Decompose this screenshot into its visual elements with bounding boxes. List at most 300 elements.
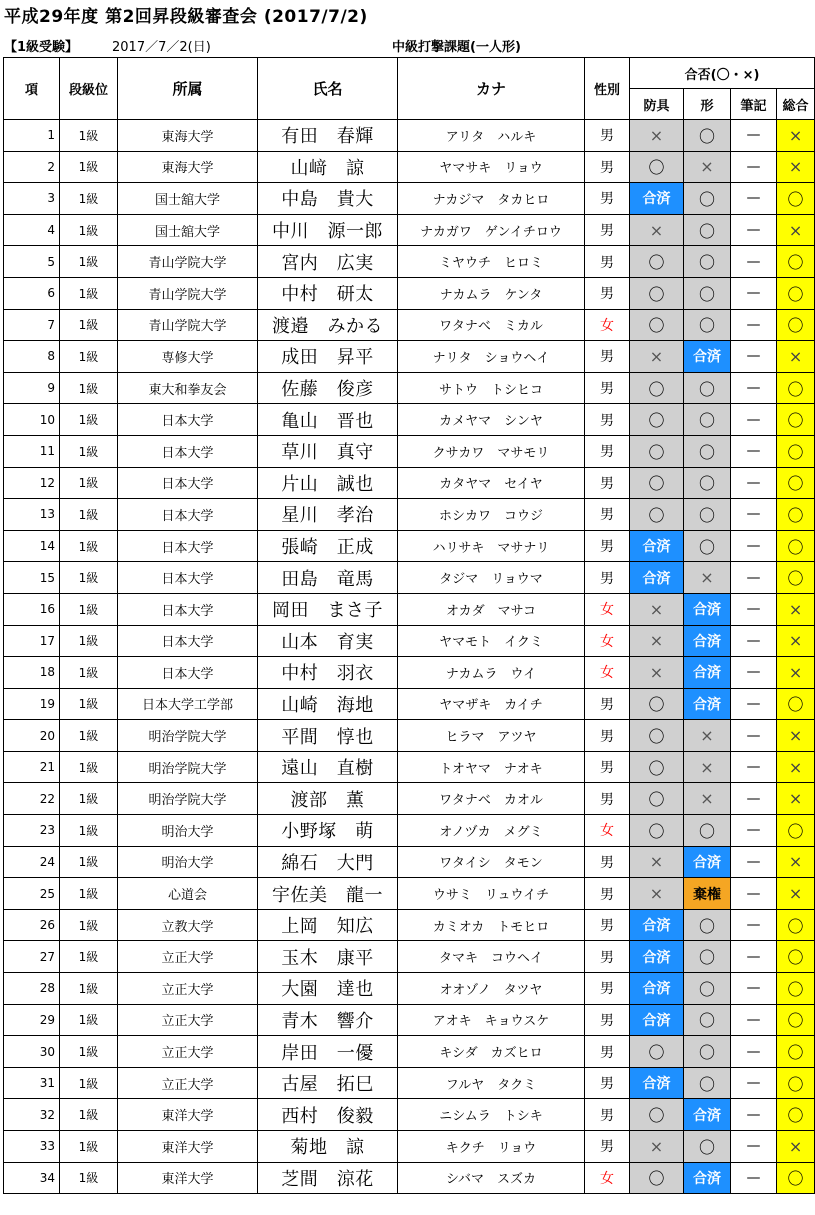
- row-no: 34: [4, 1162, 60, 1194]
- table-row: [4, 277, 815, 309]
- row-kana: ニシムラ トシキ: [398, 1099, 585, 1131]
- row-name: 中村 羽衣: [258, 657, 398, 689]
- row-written: —: [731, 120, 777, 152]
- row-written: —: [731, 625, 777, 657]
- row-level: 1級: [60, 562, 118, 594]
- table-row: [4, 878, 815, 910]
- row-written: —: [731, 973, 777, 1005]
- row-kana: ナカジマ タカヒロ: [398, 183, 585, 215]
- row-sex: 男: [585, 120, 630, 152]
- row-no: 8: [4, 341, 60, 373]
- row-kata: 〇: [684, 499, 731, 531]
- row-kata: 〇: [684, 404, 731, 436]
- col-sex: 性別: [585, 58, 630, 120]
- row-sex: 男: [585, 277, 630, 309]
- row-kata: 合済: [684, 1099, 731, 1131]
- row-written: —: [731, 1099, 777, 1131]
- row-name: 中村 研太: [258, 277, 398, 309]
- row-affiliation: 立教大学: [118, 909, 258, 941]
- col-bougu: 防具: [630, 89, 684, 120]
- row-kata: 合済: [684, 688, 731, 720]
- row-kata: 〇: [684, 1036, 731, 1068]
- table-row: [4, 151, 815, 183]
- row-bougu: 合済: [630, 183, 684, 215]
- table-row: [4, 751, 815, 783]
- row-name: 大園 達也: [258, 973, 398, 1005]
- row-affiliation: 日本大学: [118, 499, 258, 531]
- table-row: [4, 435, 815, 467]
- row-affiliation: 東洋大学: [118, 1099, 258, 1131]
- row-total: 〇: [777, 183, 815, 215]
- row-affiliation: 日本大学: [118, 657, 258, 689]
- row-name: 山崎 海地: [258, 688, 398, 720]
- row-kata: ×: [684, 720, 731, 752]
- row-kata: 〇: [684, 214, 731, 246]
- row-level: 1級: [60, 783, 118, 815]
- row-level: 1級: [60, 1067, 118, 1099]
- row-written: —: [731, 815, 777, 847]
- row-total: ×: [777, 341, 815, 373]
- row-name: 渡部 薫: [258, 783, 398, 815]
- row-sex: 男: [585, 435, 630, 467]
- row-kana: ミヤウチ ヒロミ: [398, 246, 585, 278]
- table-row: [4, 783, 815, 815]
- row-written: —: [731, 941, 777, 973]
- table-row: [4, 309, 815, 341]
- row-no: 10: [4, 404, 60, 436]
- row-bougu: 〇: [630, 1162, 684, 1194]
- row-bougu: 〇: [630, 404, 684, 436]
- row-kata: ×: [684, 783, 731, 815]
- row-affiliation: 明治学院大学: [118, 751, 258, 783]
- table-row: [4, 467, 815, 499]
- table-row: [4, 1067, 815, 1099]
- row-kata: 〇: [684, 973, 731, 1005]
- row-kana: シバマ スズカ: [398, 1162, 585, 1194]
- row-bougu: 〇: [630, 435, 684, 467]
- table-row: [4, 909, 815, 941]
- row-affiliation: 青山学院大学: [118, 309, 258, 341]
- row-kata: 〇: [684, 467, 731, 499]
- row-kata: 棄権: [684, 878, 731, 910]
- row-level: 1級: [60, 277, 118, 309]
- table-row: [4, 183, 815, 215]
- row-sex: 男: [585, 214, 630, 246]
- row-kana: タジマ リョウマ: [398, 562, 585, 594]
- row-no: 13: [4, 499, 60, 531]
- row-affiliation: 立正大学: [118, 973, 258, 1005]
- row-written: —: [731, 783, 777, 815]
- row-affiliation: 東大和拳友会: [118, 372, 258, 404]
- row-sex: 男: [585, 1036, 630, 1068]
- table-row: [4, 625, 815, 657]
- row-no: 5: [4, 246, 60, 278]
- row-kata: 合済: [684, 625, 731, 657]
- row-level: 1級: [60, 973, 118, 1005]
- row-total: 〇: [777, 1162, 815, 1194]
- row-kata: 〇: [684, 941, 731, 973]
- row-bougu: 〇: [630, 151, 684, 183]
- row-kana: キクチ リョウ: [398, 1131, 585, 1163]
- row-kata: 〇: [684, 183, 731, 215]
- row-no: 16: [4, 593, 60, 625]
- row-bougu: 〇: [630, 309, 684, 341]
- row-name: 綿石 大門: [258, 846, 398, 878]
- row-written: —: [731, 277, 777, 309]
- row-no: 14: [4, 530, 60, 562]
- row-no: 32: [4, 1099, 60, 1131]
- row-kata: ×: [684, 751, 731, 783]
- row-written: —: [731, 372, 777, 404]
- row-name: 古屋 拓巳: [258, 1067, 398, 1099]
- row-name: 芝間 涼花: [258, 1162, 398, 1194]
- row-level: 1級: [60, 1004, 118, 1036]
- row-bougu: ×: [630, 878, 684, 910]
- row-no: 4: [4, 214, 60, 246]
- row-sex: 女: [585, 625, 630, 657]
- row-bougu: 〇: [630, 467, 684, 499]
- row-total: 〇: [777, 1036, 815, 1068]
- row-kana: オカダ マサコ: [398, 593, 585, 625]
- row-level: 1級: [60, 372, 118, 404]
- row-name: 山本 育実: [258, 625, 398, 657]
- col-affiliation: 所属: [118, 58, 258, 120]
- row-level: 1級: [60, 246, 118, 278]
- row-level: 1級: [60, 341, 118, 373]
- row-sex: 男: [585, 1099, 630, 1131]
- table-row: [4, 246, 815, 278]
- row-name: 片山 誠也: [258, 467, 398, 499]
- row-level: 1級: [60, 499, 118, 531]
- row-total: ×: [777, 151, 815, 183]
- table-row: [4, 1036, 815, 1068]
- row-kata: 合済: [684, 1162, 731, 1194]
- row-written: —: [731, 435, 777, 467]
- row-bougu: 合済: [630, 1004, 684, 1036]
- row-no: 33: [4, 1131, 60, 1163]
- row-total: ×: [777, 846, 815, 878]
- row-written: —: [731, 309, 777, 341]
- col-result-group: 合否(〇・×): [630, 58, 815, 89]
- row-kata: 〇: [684, 277, 731, 309]
- row-bougu: 〇: [630, 246, 684, 278]
- row-affiliation: 立正大学: [118, 1004, 258, 1036]
- row-affiliation: 日本大学: [118, 593, 258, 625]
- row-bougu: 合済: [630, 530, 684, 562]
- row-affiliation: 明治学院大学: [118, 720, 258, 752]
- row-affiliation: 日本大学: [118, 435, 258, 467]
- row-total: 〇: [777, 309, 815, 341]
- row-name: 岡田 まさ子: [258, 593, 398, 625]
- row-kata: 〇: [684, 815, 731, 847]
- row-total: ×: [777, 625, 815, 657]
- table-row: [4, 1004, 815, 1036]
- row-bougu: 〇: [630, 1099, 684, 1131]
- row-level: 1級: [60, 720, 118, 752]
- row-written: —: [731, 878, 777, 910]
- row-name: 宮内 広実: [258, 246, 398, 278]
- row-kata: 〇: [684, 120, 731, 152]
- col-written: 筆記: [731, 89, 777, 120]
- row-total: ×: [777, 120, 815, 152]
- row-total: ×: [777, 878, 815, 910]
- row-written: —: [731, 593, 777, 625]
- table-row: [4, 720, 815, 752]
- row-kana: ヤマザキ カイチ: [398, 688, 585, 720]
- row-written: —: [731, 720, 777, 752]
- row-bougu: ×: [630, 846, 684, 878]
- row-total: ×: [777, 214, 815, 246]
- row-level: 1級: [60, 846, 118, 878]
- row-sex: 男: [585, 1004, 630, 1036]
- row-kana: ワタナベ ミカル: [398, 309, 585, 341]
- row-affiliation: 日本大学: [118, 467, 258, 499]
- row-written: —: [731, 151, 777, 183]
- row-name: 宇佐美 龍一: [258, 878, 398, 910]
- row-kata: 〇: [684, 909, 731, 941]
- row-affiliation: 東海大学: [118, 120, 258, 152]
- row-bougu: ×: [630, 341, 684, 373]
- row-kata: 〇: [684, 435, 731, 467]
- row-total: 〇: [777, 941, 815, 973]
- row-kana: カタヤマ セイヤ: [398, 467, 585, 499]
- exam-label: 【1級受験】: [4, 40, 79, 55]
- row-bougu: 合済: [630, 941, 684, 973]
- row-sex: 男: [585, 973, 630, 1005]
- row-bougu: ×: [630, 593, 684, 625]
- row-affiliation: 東洋大学: [118, 1162, 258, 1194]
- table-row: [4, 214, 815, 246]
- row-sex: 男: [585, 404, 630, 436]
- row-level: 1級: [60, 467, 118, 499]
- row-kana: オオゾノ タツヤ: [398, 973, 585, 1005]
- row-kana: トオヤマ ナオキ: [398, 751, 585, 783]
- table-row: [4, 1162, 815, 1194]
- row-kana: キシダ カズヒロ: [398, 1036, 585, 1068]
- row-kana: アオキ キョウスケ: [398, 1004, 585, 1036]
- row-total: 〇: [777, 246, 815, 278]
- row-no: 29: [4, 1004, 60, 1036]
- row-kana: ヒラマ アツヤ: [398, 720, 585, 752]
- row-no: 31: [4, 1067, 60, 1099]
- row-affiliation: 青山学院大学: [118, 277, 258, 309]
- row-level: 1級: [60, 751, 118, 783]
- row-total: ×: [777, 593, 815, 625]
- row-sex: 女: [585, 1162, 630, 1194]
- row-sex: 男: [585, 530, 630, 562]
- row-level: 1級: [60, 183, 118, 215]
- row-bougu: 〇: [630, 783, 684, 815]
- row-kata: 〇: [684, 1131, 731, 1163]
- row-sex: 男: [585, 783, 630, 815]
- row-kana: クサカワ マサモリ: [398, 435, 585, 467]
- row-written: —: [731, 467, 777, 499]
- results-table: [3, 57, 815, 1194]
- row-sex: 男: [585, 720, 630, 752]
- row-name: 亀山 晋也: [258, 404, 398, 436]
- col-no: 項: [4, 58, 60, 120]
- row-no: 6: [4, 277, 60, 309]
- row-kata: 合済: [684, 341, 731, 373]
- row-kana: フルヤ タクミ: [398, 1067, 585, 1099]
- row-affiliation: 東洋大学: [118, 1131, 258, 1163]
- table-row: [4, 372, 815, 404]
- row-kata: ×: [684, 562, 731, 594]
- row-total: 〇: [777, 435, 815, 467]
- row-no: 3: [4, 183, 60, 215]
- row-level: 1級: [60, 1099, 118, 1131]
- row-no: 1: [4, 120, 60, 152]
- row-kana: アリタ ハルキ: [398, 120, 585, 152]
- row-sex: 男: [585, 751, 630, 783]
- row-written: —: [731, 1036, 777, 1068]
- row-no: 15: [4, 562, 60, 594]
- row-name: 佐藤 俊彦: [258, 372, 398, 404]
- row-kata: 合済: [684, 657, 731, 689]
- row-kana: ナカガワ ゲンイチロウ: [398, 214, 585, 246]
- row-no: 12: [4, 467, 60, 499]
- row-written: —: [731, 657, 777, 689]
- row-written: —: [731, 530, 777, 562]
- row-kana: カミオカ トモヒロ: [398, 909, 585, 941]
- row-affiliation: 心道会: [118, 878, 258, 910]
- row-total: 〇: [777, 1067, 815, 1099]
- row-level: 1級: [60, 1162, 118, 1194]
- row-written: —: [731, 1004, 777, 1036]
- row-written: —: [731, 183, 777, 215]
- row-total: ×: [777, 1131, 815, 1163]
- row-bougu: 合済: [630, 909, 684, 941]
- row-written: —: [731, 1162, 777, 1194]
- row-level: 1級: [60, 909, 118, 941]
- page-title: 平成29年度 第2回昇段級審査会 (2017/7/2): [4, 7, 368, 27]
- row-affiliation: 東海大学: [118, 151, 258, 183]
- row-kata: 〇: [684, 1067, 731, 1099]
- row-level: 1級: [60, 309, 118, 341]
- row-kana: ワタイシ タモン: [398, 846, 585, 878]
- table-row: [4, 688, 815, 720]
- row-affiliation: 青山学院大学: [118, 246, 258, 278]
- row-sex: 男: [585, 246, 630, 278]
- row-name: 中島 貴大: [258, 183, 398, 215]
- row-affiliation: 明治学院大学: [118, 783, 258, 815]
- row-total: 〇: [777, 277, 815, 309]
- row-affiliation: 日本大学: [118, 625, 258, 657]
- row-sex: 男: [585, 941, 630, 973]
- row-name: 山﨑 諒: [258, 151, 398, 183]
- row-kana: ウサミ リュウイチ: [398, 878, 585, 910]
- row-no: 21: [4, 751, 60, 783]
- row-name: 青木 響介: [258, 1004, 398, 1036]
- row-kana: ヤマサキ リョウ: [398, 151, 585, 183]
- row-written: —: [731, 404, 777, 436]
- row-level: 1級: [60, 593, 118, 625]
- row-bougu: 〇: [630, 751, 684, 783]
- row-bougu: ×: [630, 120, 684, 152]
- row-bougu: 〇: [630, 815, 684, 847]
- row-no: 7: [4, 309, 60, 341]
- row-sex: 男: [585, 499, 630, 531]
- row-total: 〇: [777, 562, 815, 594]
- row-sex: 男: [585, 183, 630, 215]
- row-name: 遠山 直樹: [258, 751, 398, 783]
- row-level: 1級: [60, 435, 118, 467]
- table-row: [4, 120, 815, 152]
- row-bougu: 〇: [630, 720, 684, 752]
- row-level: 1級: [60, 1036, 118, 1068]
- row-name: 上岡 知広: [258, 909, 398, 941]
- row-sex: 男: [585, 909, 630, 941]
- row-affiliation: 立正大学: [118, 1067, 258, 1099]
- row-name: 平間 惇也: [258, 720, 398, 752]
- row-total: 〇: [777, 909, 815, 941]
- col-name: 氏名: [258, 58, 398, 120]
- row-name: 田島 竜馬: [258, 562, 398, 594]
- row-name: 岸田 一優: [258, 1036, 398, 1068]
- col-total: 総合: [777, 89, 815, 120]
- row-affiliation: 明治大学: [118, 846, 258, 878]
- row-written: —: [731, 846, 777, 878]
- row-level: 1級: [60, 878, 118, 910]
- row-total: 〇: [777, 1099, 815, 1131]
- row-total: 〇: [777, 973, 815, 1005]
- row-sex: 男: [585, 467, 630, 499]
- row-name: 玉木 康平: [258, 941, 398, 973]
- row-no: 25: [4, 878, 60, 910]
- row-sex: 男: [585, 846, 630, 878]
- row-bougu: 合済: [630, 1067, 684, 1099]
- row-level: 1級: [60, 1131, 118, 1163]
- row-total: 〇: [777, 1004, 815, 1036]
- table-row: [4, 657, 815, 689]
- table-row: [4, 1131, 815, 1163]
- row-no: 11: [4, 435, 60, 467]
- row-written: —: [731, 688, 777, 720]
- row-name: 渡邉 みかる: [258, 309, 398, 341]
- table-row: [4, 499, 815, 531]
- row-bougu: 〇: [630, 688, 684, 720]
- row-bougu: ×: [630, 657, 684, 689]
- row-written: —: [731, 246, 777, 278]
- row-no: 17: [4, 625, 60, 657]
- row-level: 1級: [60, 214, 118, 246]
- row-kana: ハリサキ マサナリ: [398, 530, 585, 562]
- col-level: 段級位: [60, 58, 118, 120]
- row-written: —: [731, 1067, 777, 1099]
- row-written: —: [731, 909, 777, 941]
- row-sex: 男: [585, 151, 630, 183]
- row-level: 1級: [60, 151, 118, 183]
- row-bougu: 合済: [630, 973, 684, 1005]
- row-kata: 〇: [684, 1004, 731, 1036]
- row-name: 小野塚 萌: [258, 815, 398, 847]
- row-no: 24: [4, 846, 60, 878]
- row-level: 1級: [60, 625, 118, 657]
- row-level: 1級: [60, 404, 118, 436]
- row-sex: 女: [585, 815, 630, 847]
- table-row: [4, 941, 815, 973]
- row-written: —: [731, 499, 777, 531]
- row-total: 〇: [777, 499, 815, 531]
- row-affiliation: 立正大学: [118, 941, 258, 973]
- row-level: 1級: [60, 815, 118, 847]
- row-total: 〇: [777, 530, 815, 562]
- row-bougu: 〇: [630, 1036, 684, 1068]
- table-row: [4, 341, 815, 373]
- row-bougu: ×: [630, 214, 684, 246]
- row-kana: ワタナベ カオル: [398, 783, 585, 815]
- row-affiliation: 日本大学: [118, 404, 258, 436]
